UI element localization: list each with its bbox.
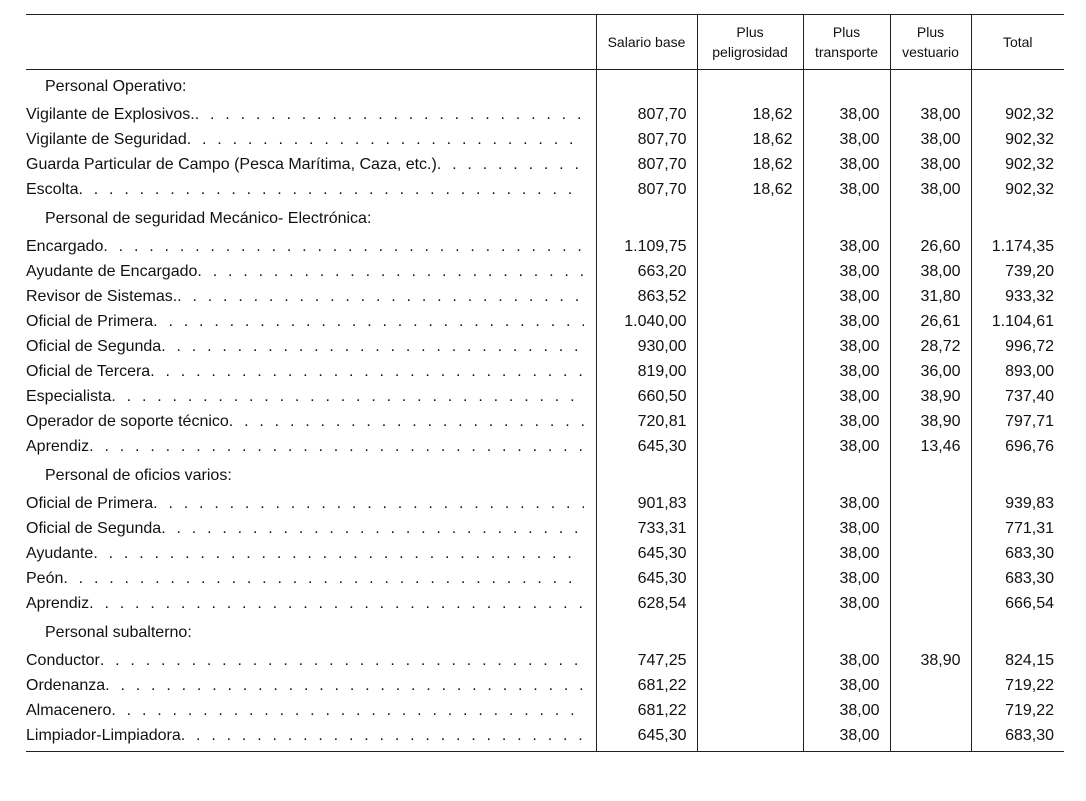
section-empty-cell [971, 202, 1064, 234]
section-empty-cell [803, 616, 890, 648]
cell-transporte: 38,00 [803, 409, 890, 434]
row-label-cell [26, 309, 596, 334]
table-row [26, 541, 1064, 566]
table-row [26, 698, 1064, 723]
table-row [26, 516, 1064, 541]
cell-total: 902,32 [971, 102, 1064, 127]
cell-peligrosidad [697, 566, 803, 591]
cell-transporte: 38,00 [803, 723, 890, 752]
cell-transporte: 38,00 [803, 516, 890, 541]
dot-leader [153, 309, 584, 334]
cell-total: 1.104,61 [971, 309, 1064, 334]
cell-salario-base: 819,00 [596, 359, 697, 384]
cell-peligrosidad [697, 409, 803, 434]
cell-salario-base: 747,25 [596, 648, 697, 673]
cell-vestuario: 38,00 [890, 102, 971, 127]
row-label-cell [26, 516, 596, 541]
dot-leader [150, 359, 584, 384]
row-label-cell [26, 591, 596, 616]
section-empty-cell [803, 459, 890, 491]
cell-salario-base: 681,22 [596, 673, 697, 698]
header-total-label: Total [1002, 34, 1033, 50]
cell-peligrosidad [697, 491, 803, 516]
cell-total: 902,32 [971, 127, 1064, 152]
cell-transporte: 38,00 [803, 491, 890, 516]
table-row [26, 309, 1064, 334]
cell-vestuario: 31,80 [890, 284, 971, 309]
cell-peligrosidad [697, 541, 803, 566]
row-label-cell [26, 334, 596, 359]
header-category [26, 15, 596, 70]
row-label: Conductor [26, 652, 100, 669]
section-empty-cell [596, 70, 697, 103]
section-empty-cell [890, 70, 971, 103]
cell-salario-base: 807,70 [596, 152, 697, 177]
row-label: Limpiador-Limpiadora [26, 727, 181, 744]
cell-peligrosidad [697, 359, 803, 384]
cell-salario-base: 645,30 [596, 723, 697, 752]
dot-leader [153, 491, 584, 516]
cell-vestuario [890, 566, 971, 591]
cell-salario-base: 807,70 [596, 177, 697, 202]
row-label-wrap [26, 259, 584, 284]
row-label: Guarda Particular de Campo (Pesca Marítima, Caza, etc.) [26, 156, 437, 173]
table-row [26, 434, 1064, 459]
table-row [26, 152, 1064, 177]
cell-vestuario: 38,90 [890, 648, 971, 673]
cell-vestuario: 38,90 [890, 409, 971, 434]
row-label-wrap [26, 102, 584, 127]
header-plus-transporte [803, 15, 890, 70]
section-empty-cell [890, 459, 971, 491]
section-empty-cell [803, 70, 890, 103]
cell-total: 683,30 [971, 723, 1064, 752]
row-label: Almacenero [26, 702, 112, 719]
dot-leader [111, 698, 584, 723]
cell-transporte: 38,00 [803, 309, 890, 334]
cell-peligrosidad [697, 591, 803, 616]
cell-salario-base: 733,31 [596, 516, 697, 541]
row-label: Revisor de Sistemas. [26, 288, 178, 305]
header-plus-vestuario-line2: vestuario [902, 44, 959, 60]
row-label-cell [26, 673, 596, 698]
dot-leader [195, 102, 584, 127]
table-row [26, 284, 1064, 309]
row-label-wrap [26, 648, 584, 673]
dot-leader [100, 648, 584, 673]
cell-transporte: 38,00 [803, 177, 890, 202]
cell-transporte: 38,00 [803, 541, 890, 566]
row-label-wrap [26, 434, 584, 459]
row-label-wrap [26, 309, 584, 334]
dot-leader [63, 566, 584, 591]
section-empty-cell [971, 616, 1064, 648]
cell-salario-base: 645,30 [596, 541, 697, 566]
header-total [971, 15, 1064, 70]
section-empty-cell [971, 70, 1064, 103]
row-label-cell [26, 723, 596, 752]
cell-salario-base: 930,00 [596, 334, 697, 359]
cell-total: 893,00 [971, 359, 1064, 384]
cell-total: 719,22 [971, 698, 1064, 723]
row-label-cell [26, 177, 596, 202]
table-row [26, 409, 1064, 434]
cell-vestuario [890, 491, 971, 516]
header-plus-vestuario [890, 15, 971, 70]
table-row [26, 234, 1064, 259]
cell-peligrosidad [697, 284, 803, 309]
table-row [26, 566, 1064, 591]
row-label: Oficial de Primera [26, 495, 154, 512]
cell-total: 1.174,35 [971, 234, 1064, 259]
cell-vestuario: 26,61 [890, 309, 971, 334]
row-label-cell [26, 566, 596, 591]
row-label-cell [26, 127, 596, 152]
cell-total: 739,20 [971, 259, 1064, 284]
section-empty-cell [890, 616, 971, 648]
cell-salario-base: 720,81 [596, 409, 697, 434]
cell-peligrosidad [697, 334, 803, 359]
row-label: Ayudante de Encargado [26, 263, 198, 280]
dot-leader [161, 516, 584, 541]
section-empty-cell [596, 459, 697, 491]
cell-peligrosidad [697, 648, 803, 673]
row-label-wrap [26, 698, 584, 723]
row-label-wrap [26, 284, 584, 309]
section-empty-cell [697, 70, 803, 103]
cell-transporte: 38,00 [803, 234, 890, 259]
section-empty-cell [697, 202, 803, 234]
row-label-cell [26, 384, 596, 409]
dot-leader [89, 591, 584, 616]
section-header-row [26, 202, 1064, 234]
cell-peligrosidad [697, 434, 803, 459]
cell-transporte: 38,00 [803, 259, 890, 284]
cell-peligrosidad [697, 259, 803, 284]
table-row [26, 334, 1064, 359]
dot-leader [229, 409, 584, 434]
cell-transporte: 38,00 [803, 384, 890, 409]
cell-vestuario [890, 591, 971, 616]
table-body [26, 70, 1064, 752]
cell-transporte: 38,00 [803, 127, 890, 152]
table-row [26, 384, 1064, 409]
row-label-cell [26, 359, 596, 384]
section-header-row [26, 70, 1064, 103]
cell-peligrosidad: 18,62 [697, 127, 803, 152]
row-label-wrap [26, 152, 584, 177]
row-label: Oficial de Segunda [26, 338, 162, 355]
cell-peligrosidad: 18,62 [697, 177, 803, 202]
cell-salario-base: 645,30 [596, 434, 697, 459]
header-plus-peligrosidad [697, 15, 803, 70]
row-label-wrap [26, 234, 584, 259]
cell-transporte: 38,00 [803, 284, 890, 309]
cell-transporte: 38,00 [803, 566, 890, 591]
cell-salario-base: 807,70 [596, 127, 697, 152]
cell-vestuario: 13,46 [890, 434, 971, 459]
row-label-wrap [26, 491, 584, 516]
table-row [26, 359, 1064, 384]
row-label: Operador de soporte técnico [26, 413, 229, 430]
table-row [26, 591, 1064, 616]
cell-total: 719,22 [971, 673, 1064, 698]
section-header-row [26, 459, 1064, 491]
section-title: Personal subalterno: [45, 623, 192, 641]
table-row [26, 177, 1064, 202]
salary-table [26, 14, 1064, 752]
row-label: Escolta [26, 181, 79, 198]
cell-peligrosidad [697, 723, 803, 752]
row-label-cell [26, 698, 596, 723]
cell-total: 737,40 [971, 384, 1064, 409]
dot-leader [105, 673, 584, 698]
section-empty-cell [596, 202, 697, 234]
header-plus-vestuario-line1: Plus [916, 24, 945, 40]
row-label-wrap [26, 384, 584, 409]
table-row [26, 127, 1064, 152]
dot-leader [111, 384, 584, 409]
row-label: Aprendiz [26, 595, 90, 612]
row-label-cell [26, 284, 596, 309]
row-label-wrap [26, 516, 584, 541]
cell-vestuario [890, 673, 971, 698]
row-label-wrap [26, 541, 584, 566]
cell-vestuario: 38,00 [890, 177, 971, 202]
row-label: Oficial de Tercera [26, 363, 151, 380]
cell-salario-base: 1.040,00 [596, 309, 697, 334]
header-plus-peligrosidad-line1: Plus [736, 24, 764, 40]
table-row [26, 673, 1064, 698]
table-row [26, 259, 1064, 284]
row-label-cell [26, 491, 596, 516]
row-label-wrap [26, 127, 584, 152]
row-label-cell [26, 409, 596, 434]
section-empty-cell [697, 459, 803, 491]
header-plus-transporte-line1: Plus [832, 24, 861, 40]
header-salario-base [596, 15, 697, 70]
cell-peligrosidad [697, 234, 803, 259]
cell-transporte: 38,00 [803, 359, 890, 384]
row-label: Vigilante de Seguridad [26, 131, 187, 148]
cell-vestuario: 28,72 [890, 334, 971, 359]
row-label-wrap [26, 177, 584, 202]
cell-vestuario [890, 516, 971, 541]
cell-salario-base: 663,20 [596, 259, 697, 284]
section-empty-cell [803, 202, 890, 234]
cell-transporte: 38,00 [803, 648, 890, 673]
row-label-wrap [26, 334, 584, 359]
dot-leader [197, 259, 584, 284]
row-label-cell [26, 434, 596, 459]
section-title: Personal Operativo: [45, 77, 187, 95]
cell-vestuario: 26,60 [890, 234, 971, 259]
cell-transporte: 38,00 [803, 334, 890, 359]
row-label: Vigilante de Explosivos. [26, 106, 195, 123]
dot-leader [181, 723, 584, 748]
dot-leader [93, 541, 584, 566]
dot-leader [103, 234, 584, 259]
dot-leader [177, 284, 584, 309]
row-label-cell [26, 648, 596, 673]
header-plus-peligrosidad-line2: peligrosidad [712, 44, 788, 60]
cell-peligrosidad [697, 384, 803, 409]
table-row [26, 491, 1064, 516]
row-label-cell [26, 234, 596, 259]
cell-transporte: 38,00 [803, 591, 890, 616]
cell-total: 771,31 [971, 516, 1064, 541]
dot-leader [78, 177, 584, 202]
cell-total: 902,32 [971, 177, 1064, 202]
table-header-row [26, 15, 1064, 70]
header-salario-base-label: Salario base [607, 34, 686, 50]
cell-salario-base: 645,30 [596, 566, 697, 591]
cell-transporte: 38,00 [803, 102, 890, 127]
cell-peligrosidad [697, 309, 803, 334]
row-label-cell [26, 152, 596, 177]
section-empty-cell [697, 616, 803, 648]
header-plus-transporte-line2: transporte [814, 44, 879, 60]
dot-leader [161, 334, 584, 359]
cell-total: 824,15 [971, 648, 1064, 673]
cell-transporte: 38,00 [803, 698, 890, 723]
table-row [26, 723, 1064, 752]
cell-vestuario: 38,00 [890, 127, 971, 152]
cell-transporte: 38,00 [803, 434, 890, 459]
dot-leader [89, 434, 584, 459]
cell-total: 683,30 [971, 541, 1064, 566]
cell-salario-base: 901,83 [596, 491, 697, 516]
cell-salario-base: 628,54 [596, 591, 697, 616]
cell-total: 996,72 [971, 334, 1064, 359]
cell-peligrosidad: 18,62 [697, 152, 803, 177]
row-label-wrap [26, 673, 584, 698]
cell-vestuario [890, 698, 971, 723]
cell-peligrosidad [697, 673, 803, 698]
cell-peligrosidad [697, 516, 803, 541]
row-label-cell [26, 102, 596, 127]
cell-vestuario: 38,00 [890, 259, 971, 284]
cell-total: 797,71 [971, 409, 1064, 434]
row-label: Encargado [26, 238, 104, 255]
section-empty-cell [971, 459, 1064, 491]
row-label: Ayudante [26, 545, 94, 562]
row-label: Aprendiz [26, 438, 90, 455]
cell-transporte: 38,00 [803, 673, 890, 698]
cell-vestuario [890, 723, 971, 752]
section-header-row [26, 616, 1064, 648]
dot-leader [187, 127, 584, 152]
row-label-wrap [26, 409, 584, 434]
row-label: Especialista [26, 388, 112, 405]
cell-salario-base: 863,52 [596, 284, 697, 309]
row-label: Peón [26, 570, 64, 587]
row-label-wrap [26, 723, 584, 748]
cell-vestuario: 36,00 [890, 359, 971, 384]
cell-salario-base: 681,22 [596, 698, 697, 723]
cell-vestuario [890, 541, 971, 566]
cell-total: 683,30 [971, 566, 1064, 591]
cell-total: 939,83 [971, 491, 1064, 516]
dot-leader [437, 152, 584, 177]
row-label: Ordenanza [26, 677, 106, 694]
cell-salario-base: 1.109,75 [596, 234, 697, 259]
cell-salario-base: 807,70 [596, 102, 697, 127]
cell-salario-base: 660,50 [596, 384, 697, 409]
cell-total: 902,32 [971, 152, 1064, 177]
section-empty-cell [890, 202, 971, 234]
row-label-cell [26, 259, 596, 284]
row-label: Oficial de Primera [26, 313, 154, 330]
cell-peligrosidad: 18,62 [697, 102, 803, 127]
cell-transporte: 38,00 [803, 152, 890, 177]
table-row [26, 648, 1064, 673]
cell-vestuario: 38,90 [890, 384, 971, 409]
row-label-wrap [26, 591, 584, 616]
section-title: Personal de seguridad Mecánico- Electrónica: [45, 209, 372, 227]
cell-total: 666,54 [971, 591, 1064, 616]
table-row [26, 102, 1064, 127]
section-empty-cell [596, 616, 697, 648]
row-label-wrap [26, 566, 584, 591]
row-label-cell [26, 541, 596, 566]
cell-vestuario: 38,00 [890, 152, 971, 177]
section-title: Personal de oficios varios: [45, 466, 232, 484]
cell-total: 933,32 [971, 284, 1064, 309]
cell-total: 696,76 [971, 434, 1064, 459]
row-label-wrap [26, 359, 584, 384]
cell-peligrosidad [697, 698, 803, 723]
row-label: Oficial de Segunda [26, 520, 162, 537]
